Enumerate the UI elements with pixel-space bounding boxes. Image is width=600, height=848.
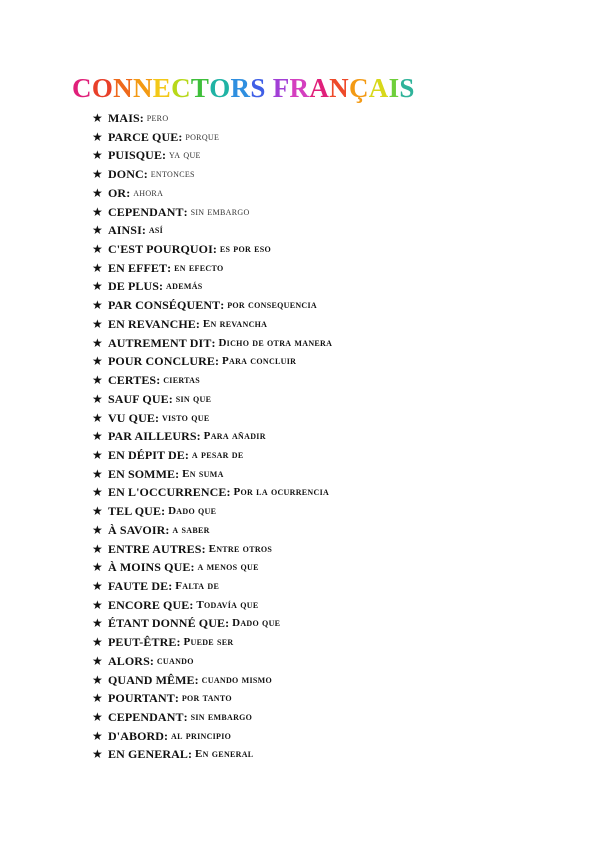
- connector-term: EN DÉPIT DE: [108, 447, 185, 462]
- star-bullet-icon: ★: [92, 747, 103, 762]
- star-bullet-icon: ★: [92, 635, 103, 650]
- separator-colon: :: [167, 260, 172, 275]
- separator-colon: :: [211, 335, 216, 350]
- spanish-translation: por consequencia: [227, 299, 317, 312]
- title-letter: S: [250, 73, 266, 103]
- title-letter: S: [399, 73, 415, 103]
- list-item: [92, 390, 332, 409]
- separator-colon: :: [184, 447, 189, 462]
- star-bullet-icon: ★: [92, 373, 103, 388]
- list-item: [92, 409, 332, 428]
- star-bullet-icon: ★: [92, 485, 103, 500]
- spanish-translation: Dado que: [168, 505, 217, 518]
- list-item: [92, 427, 332, 446]
- connector-term: CEPENDANT: [108, 204, 184, 219]
- title-letter: O: [91, 73, 114, 103]
- connector-term: AINSI: [108, 223, 142, 238]
- star-bullet-icon: ★: [92, 410, 103, 425]
- spanish-translation: así: [148, 224, 164, 237]
- separator-colon: :: [225, 616, 230, 631]
- separator-colon: :: [143, 167, 148, 182]
- separator-colon: :: [168, 578, 173, 593]
- spanish-translation: Por la ocurrencia: [233, 486, 330, 499]
- star-bullet-icon: ★: [92, 335, 103, 350]
- separator-colon: :: [168, 391, 173, 406]
- separator-colon: :: [183, 710, 188, 724]
- star-bullet-icon: ★: [92, 354, 103, 369]
- connector-term: POURTANT: [108, 691, 175, 706]
- list-item: [92, 277, 332, 296]
- connector-term: EN GENERAL: [108, 747, 189, 762]
- list-item: [92, 334, 332, 353]
- separator-colon: :: [188, 747, 193, 762]
- spanish-translation: Dado que: [232, 617, 281, 630]
- title-letter: R: [230, 73, 251, 103]
- list-item: [92, 184, 332, 203]
- separator-colon: :: [201, 541, 206, 556]
- spanish-translation: Dicho de otra manera: [218, 336, 333, 349]
- list-item: [92, 689, 332, 708]
- title-letter: R: [289, 73, 310, 103]
- list-item: [92, 259, 332, 278]
- separator-colon: :: [126, 185, 131, 200]
- spanish-translation: ahora: [133, 186, 164, 199]
- list-item: [92, 558, 332, 577]
- separator-colon: :: [178, 129, 183, 144]
- separator-colon: :: [156, 373, 161, 388]
- connector-term: OR: [108, 185, 127, 200]
- spanish-translation: es por eso: [219, 243, 272, 256]
- title-letter: Ç: [348, 73, 369, 103]
- star-bullet-icon: ★: [92, 429, 103, 444]
- star-bullet-icon: ★: [92, 185, 103, 200]
- separator-colon: :: [139, 111, 144, 125]
- spanish-translation: por tanto: [181, 692, 232, 705]
- separator-colon: :: [183, 204, 188, 219]
- connector-term: QUAND MÊME: [108, 672, 195, 687]
- list-item: [92, 540, 332, 559]
- star-bullet-icon: ★: [92, 298, 103, 313]
- connector-term: PEUT-ÊTRE: [108, 635, 177, 650]
- connector-term: CEPENDANT: [108, 710, 184, 724]
- connector-term: POUR CONCLURE: [108, 354, 215, 369]
- spanish-translation: Para concluir: [221, 355, 297, 368]
- separator-colon: :: [214, 354, 219, 369]
- separator-colon: :: [154, 410, 159, 425]
- spanish-translation: en efecto: [174, 261, 224, 274]
- separator-colon: :: [164, 728, 169, 743]
- star-bullet-icon: ★: [92, 616, 103, 631]
- spanish-translation: ciertas: [163, 374, 200, 387]
- list-item: [92, 146, 332, 165]
- connector-term: EN L'OCCURRENCE: [108, 485, 227, 500]
- spanish-translation: al principio: [171, 729, 232, 742]
- star-bullet-icon: ★: [92, 223, 103, 238]
- title-letter: O: [209, 73, 231, 103]
- separator-colon: :: [195, 316, 200, 331]
- connector-term: EN SOMME: [108, 466, 176, 481]
- separator-colon: :: [175, 466, 180, 481]
- separator-colon: :: [159, 279, 164, 294]
- list-item: [92, 221, 332, 240]
- title-letter: [266, 70, 273, 106]
- separator-colon: :: [161, 504, 166, 519]
- spanish-translation: visto que: [161, 411, 210, 424]
- list-item: [92, 633, 332, 652]
- spanish-translation: sin que: [175, 392, 212, 405]
- spanish-translation: pero: [146, 112, 169, 124]
- connector-term: AUTREMENT DIT: [108, 335, 212, 350]
- connector-term: VU QUE: [108, 410, 155, 425]
- list-item: [92, 203, 332, 222]
- connector-term: À SAVOIR: [108, 522, 166, 537]
- list-item: [92, 109, 332, 128]
- spanish-translation: Puede ser: [183, 636, 234, 649]
- connector-term: ÉTANT DONNÉ QUE: [108, 616, 226, 631]
- list-item: [92, 465, 332, 484]
- list-item: [92, 596, 332, 615]
- connector-list: [92, 109, 332, 764]
- list-item: [92, 671, 332, 690]
- separator-colon: :: [226, 485, 231, 500]
- title-letter: N: [132, 73, 153, 103]
- connector-term: SAUF QUE: [108, 391, 169, 406]
- spanish-translation: porque: [185, 130, 220, 143]
- connector-term: DE PLUS: [108, 279, 160, 294]
- star-bullet-icon: ★: [92, 279, 103, 294]
- star-bullet-icon: ★: [92, 260, 103, 275]
- star-bullet-icon: ★: [92, 242, 103, 257]
- separator-colon: :: [149, 653, 154, 668]
- list-item: [92, 315, 332, 334]
- spanish-translation: entonces: [150, 168, 195, 181]
- spanish-translation: cuando mismo: [201, 673, 273, 686]
- spanish-translation: a pesar de: [191, 448, 244, 461]
- list-item: [92, 652, 332, 671]
- star-bullet-icon: ★: [92, 653, 103, 668]
- star-bullet-icon: ★: [92, 522, 103, 537]
- title-letter: N: [329, 73, 349, 103]
- list-item: [92, 483, 332, 502]
- title-letter: C: [171, 73, 191, 103]
- spanish-translation: a menos que: [197, 561, 259, 574]
- separator-colon: :: [189, 597, 194, 612]
- spanish-translation: además: [166, 280, 203, 293]
- star-bullet-icon: ★: [92, 167, 103, 182]
- list-item: [92, 614, 332, 633]
- connector-term: CERTES: [108, 373, 157, 388]
- list-item: [92, 521, 332, 540]
- separator-colon: :: [176, 635, 181, 650]
- star-bullet-icon: ★: [92, 447, 103, 462]
- list-item: [92, 352, 332, 371]
- separator-colon: :: [174, 691, 179, 706]
- list-item: [92, 708, 332, 727]
- star-bullet-icon: ★: [92, 316, 103, 331]
- connector-term: PARCE QUE: [108, 129, 179, 144]
- connector-term: TEL QUE: [108, 504, 162, 519]
- connector-term: D'ABORD: [108, 728, 165, 743]
- star-bullet-icon: ★: [92, 129, 103, 144]
- spanish-translation: Falta de: [175, 579, 220, 592]
- list-item: [92, 727, 332, 746]
- separator-colon: :: [141, 223, 146, 238]
- spanish-translation: sin embargo: [190, 205, 250, 218]
- star-bullet-icon: ★: [92, 541, 103, 556]
- list-item: [92, 745, 332, 764]
- star-bullet-icon: ★: [92, 148, 103, 163]
- title-letter: N: [113, 73, 133, 103]
- list-item: [92, 165, 332, 184]
- separator-colon: :: [194, 672, 199, 687]
- star-bullet-icon: ★: [92, 578, 103, 593]
- title-letter: A: [368, 73, 389, 103]
- spanish-translation: a saber: [172, 523, 210, 536]
- connector-term: PUISQUE: [108, 148, 163, 163]
- title-letter: F: [272, 73, 290, 103]
- page-title: [72, 70, 415, 106]
- star-bullet-icon: ★: [92, 691, 103, 706]
- connector-term: C'EST POURQUOI: [108, 242, 213, 257]
- star-bullet-icon: ★: [92, 728, 103, 743]
- separator-colon: :: [220, 298, 225, 313]
- separator-colon: :: [212, 242, 217, 257]
- list-item: [92, 577, 332, 596]
- connector-term: DONC: [108, 167, 144, 182]
- connector-term: À MOINS QUE: [108, 560, 191, 575]
- spanish-translation: En suma: [182, 467, 224, 480]
- connector-term: EN REVANCHE: [108, 316, 196, 331]
- connector-term: ENTRE AUTRES: [108, 541, 202, 556]
- title-letter: I: [388, 73, 400, 103]
- title-letter: T: [190, 73, 210, 103]
- star-bullet-icon: ★: [92, 672, 103, 687]
- list-item: [92, 446, 332, 465]
- star-bullet-icon: ★: [92, 391, 103, 406]
- title-letter: C: [72, 73, 92, 103]
- list-item: [92, 371, 332, 390]
- spanish-translation: Para añadir: [203, 430, 266, 443]
- connector-term: ENCORE QUE: [108, 597, 190, 612]
- spanish-translation: cuando: [156, 654, 194, 667]
- star-bullet-icon: ★: [92, 560, 103, 575]
- list-item: [92, 128, 332, 147]
- connector-term: PAR AILLEURS: [108, 429, 197, 444]
- separator-colon: :: [190, 560, 195, 575]
- connector-term: PAR CONSÉQUENT: [108, 298, 221, 313]
- title-letter: E: [152, 73, 172, 103]
- spanish-translation: sin embargo: [190, 711, 253, 723]
- list-item: [92, 502, 332, 521]
- separator-colon: :: [162, 148, 167, 163]
- star-bullet-icon: ★: [92, 204, 103, 219]
- separator-colon: :: [165, 522, 170, 537]
- list-item: [92, 296, 332, 315]
- spanish-translation: ya que: [169, 149, 201, 162]
- star-bullet-icon: ★: [92, 710, 103, 724]
- star-bullet-icon: ★: [92, 466, 103, 481]
- star-bullet-icon: ★: [92, 111, 103, 125]
- list-item: [92, 240, 332, 259]
- spanish-translation: Todavía que: [196, 598, 259, 611]
- connector-term: FAUTE DE: [108, 578, 169, 593]
- spanish-translation: En general: [195, 748, 254, 761]
- star-bullet-icon: ★: [92, 597, 103, 612]
- spanish-translation: En revancha: [202, 317, 268, 330]
- title-letter: A: [309, 73, 330, 103]
- spanish-translation: Entre otros: [208, 542, 273, 555]
- separator-colon: :: [196, 429, 201, 444]
- connector-term: MAIS: [108, 111, 140, 125]
- connector-term: ALORS: [108, 653, 150, 668]
- star-bullet-icon: ★: [92, 504, 103, 519]
- connector-term: EN EFFET: [108, 260, 168, 275]
